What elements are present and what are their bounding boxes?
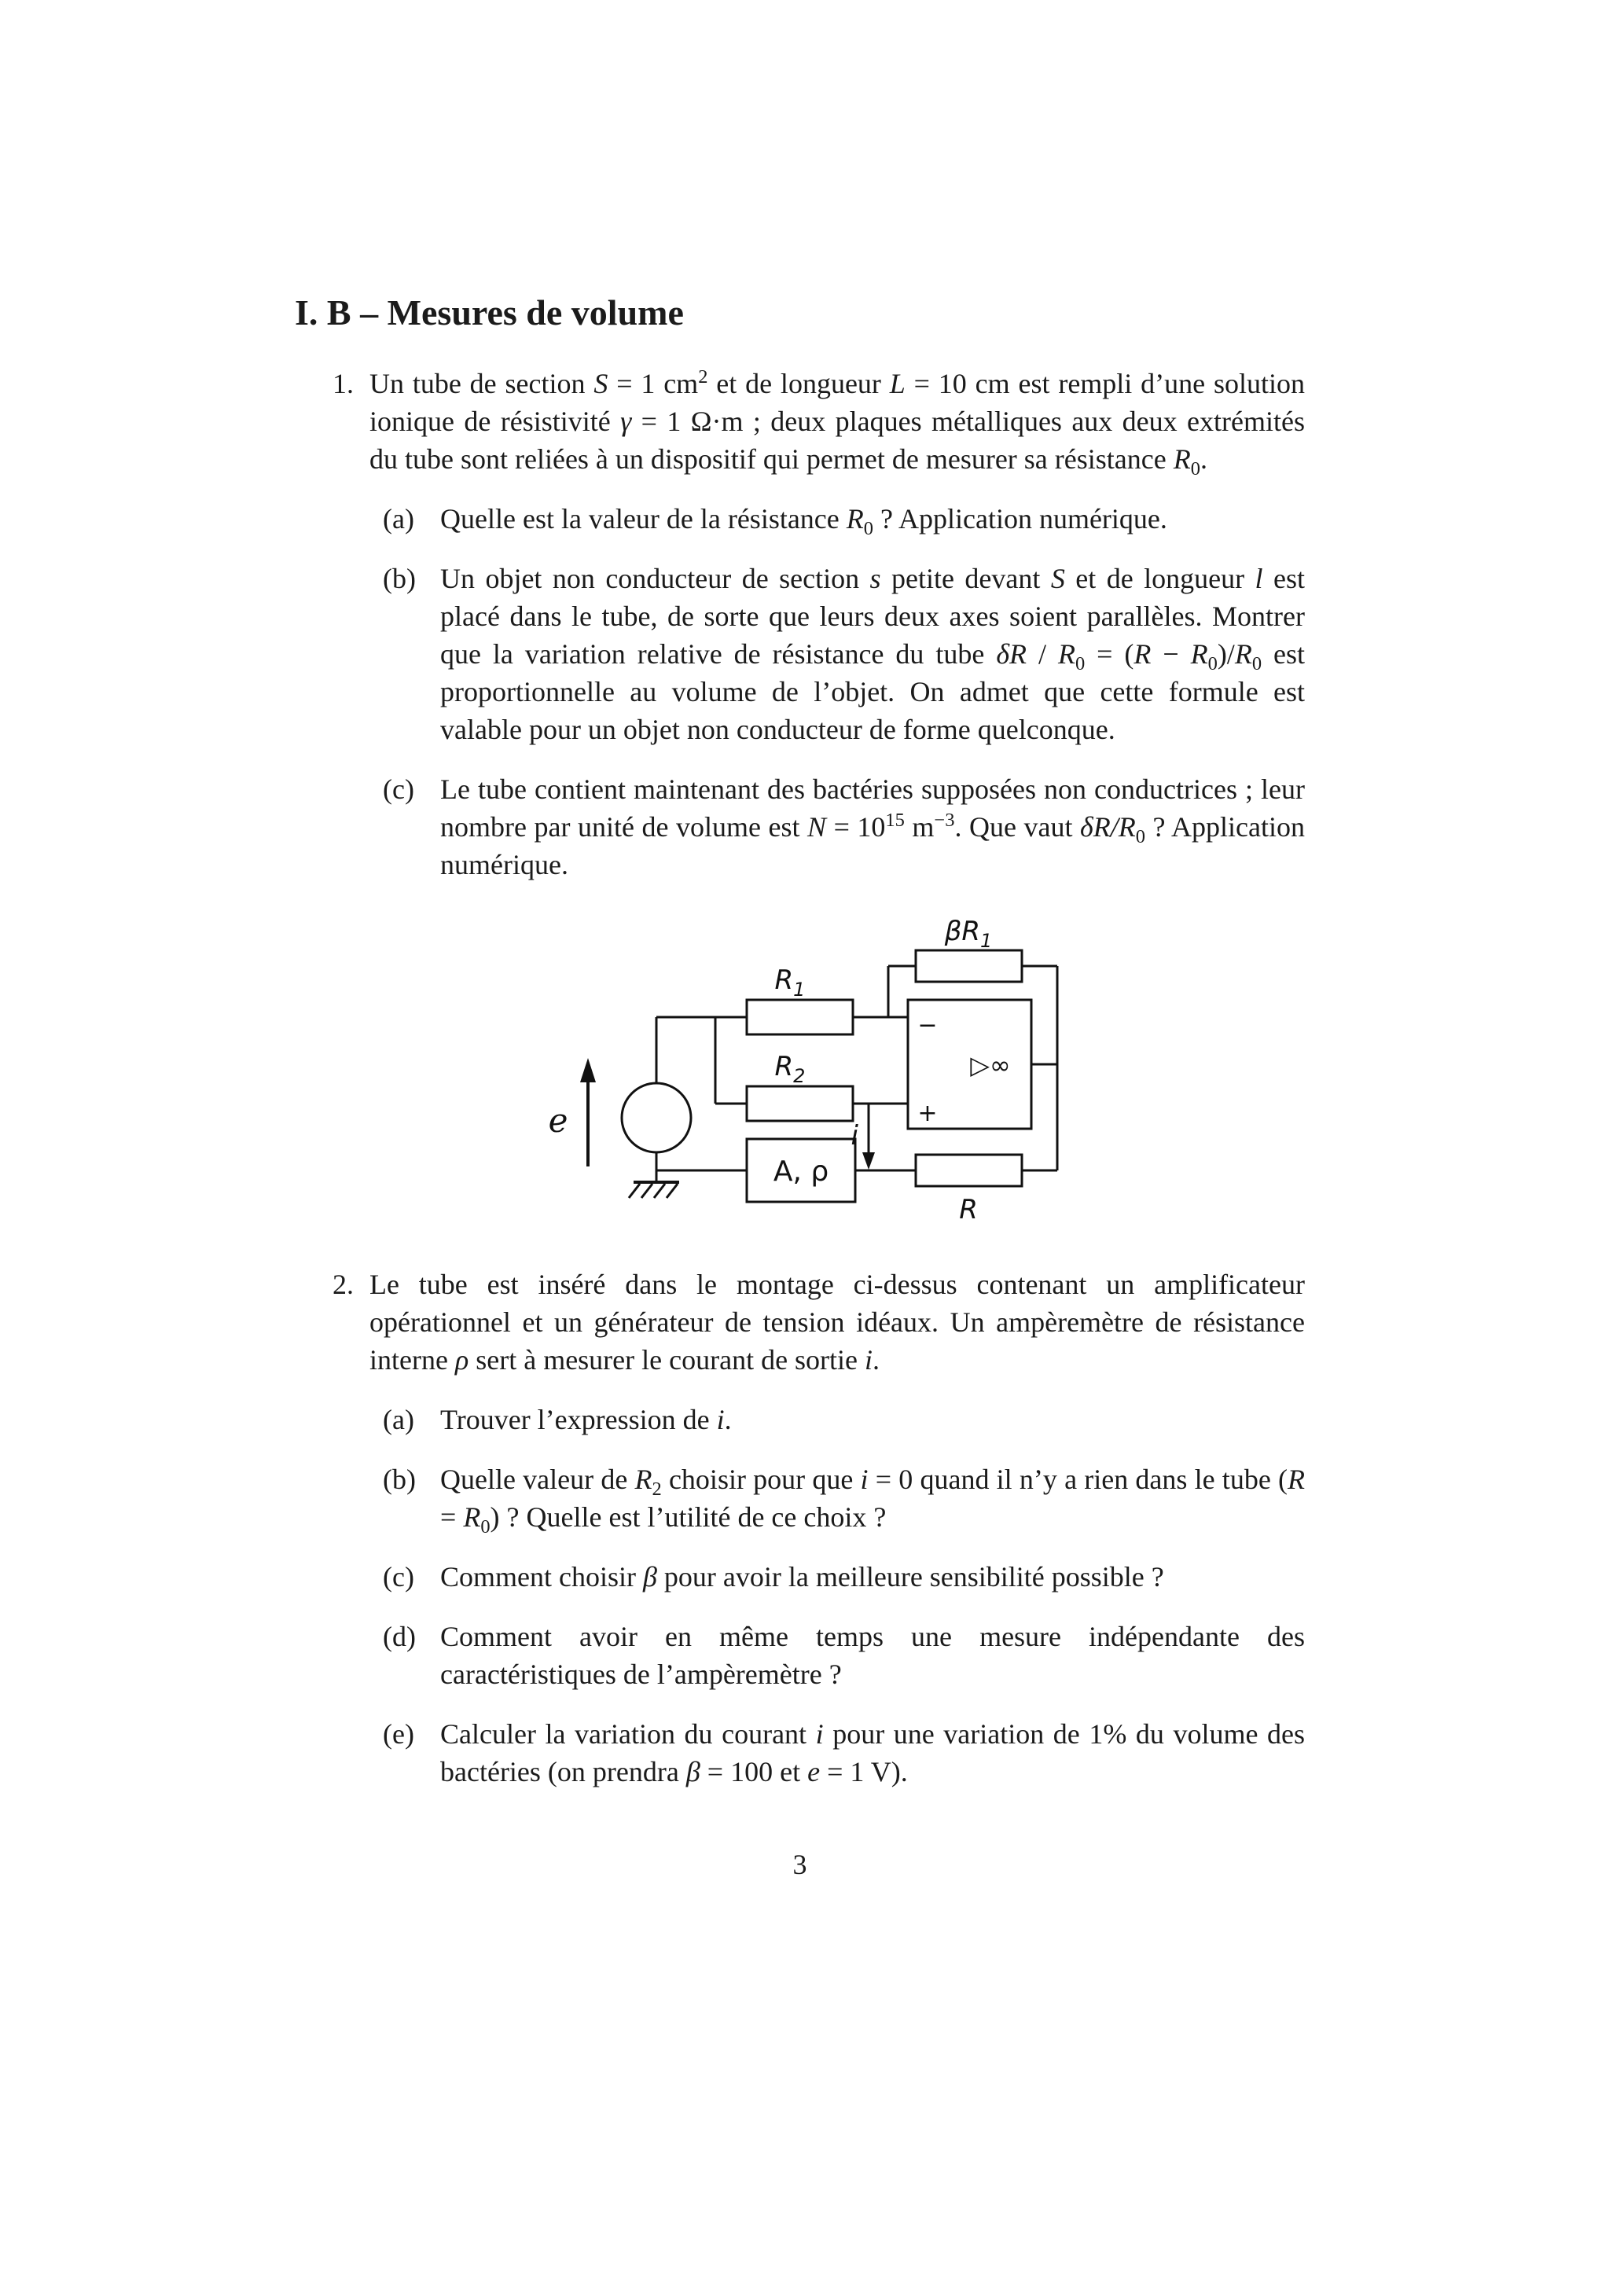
op-amp-minus-label: − — [917, 1012, 938, 1039]
part-marker: (c) — [383, 773, 414, 805]
part-text: Quelle valeur de $R_2$ choisir pour que i = 0 quand il n’y a rien dans le tube $(R = R_0)$ ? Quelle est l’utilité de ce choix ? — [440, 1464, 1305, 1538]
problem-2-part-d — [383, 1618, 1305, 1693]
problem-2-part-a — [383, 1401, 1305, 1438]
resistor-r1-label: $R_1$ — [774, 964, 806, 1001]
problem-1-body — [369, 365, 1305, 884]
problem-1-intro: Un tube de section S = 1 $cm^2$ et de longueur L = 10 cm est rempli d’une solution ionique de résistivité γ = 1 Ω·m ; deux plaques métalliques aux deux extrémités du tube sont reliées à un dispositif qui permet de mesurer sa résistance $R_0$. — [369, 366, 1305, 480]
resistor-r2-label: $R_2$ — [774, 1051, 806, 1087]
feedback-resistor-label: $\beta R_1$ — [944, 916, 993, 952]
voltage-source — [549, 1058, 691, 1166]
page-number: 3 — [792, 1849, 807, 1880]
feedback-resistor — [916, 916, 1022, 982]
problem-2-marker: 2. — [333, 1269, 354, 1300]
resistor-r-label: R — [959, 1194, 978, 1225]
circuit-diagram — [535, 907, 1132, 1245]
resistor-r1 — [747, 964, 853, 1034]
section-title: I. B – Mesures de volume — [295, 292, 684, 332]
circuit-figure — [535, 907, 1132, 1245]
ammeter — [747, 1139, 855, 1202]
ammeter-label: A, ρ — [773, 1155, 829, 1188]
part-marker: (a) — [383, 503, 414, 535]
part-text: Le tube contient maintenant des bactéries supposées non conductrices ; leur nombre par unité de volume est $N = 10^{15}$ $m^{-3}$. Que vaut $\delta R/R_0$ ? Application numérique. — [440, 773, 1305, 880]
part-marker: (a) — [383, 1404, 414, 1435]
problem-2-part-e — [383, 1715, 1305, 1791]
problem-2 — [333, 1266, 1305, 1791]
problem-2-intro: Le tube est inséré dans le montage ci-dessus contenant un amplificateur opérationnel et un générateur de tension idéaux. Un ampèremètre de résistance interne ρ sert à mesurer le courant de sortie i. — [369, 1269, 1305, 1376]
op-amp — [908, 1000, 1031, 1129]
problem-1-part-b — [383, 560, 1305, 748]
problem-1-part-a — [383, 500, 1305, 538]
op-amp-gain-label: ▷∞ — [970, 1050, 1011, 1080]
problem-1-part-c — [383, 770, 1305, 884]
problem-2-parts — [383, 1401, 1305, 1791]
part-text: Comment avoir en même temps une mesure indépendante des caractéristiques de l’ampèremètre ? — [440, 1621, 1305, 1690]
resistor-r2 — [747, 1051, 853, 1121]
problem-1 — [333, 365, 1305, 884]
problem-2-part-b — [383, 1460, 1305, 1536]
problem-1-parts — [383, 500, 1305, 884]
part-marker: (e) — [383, 1718, 414, 1750]
problem-2-body — [369, 1266, 1305, 1791]
part-text: Quelle est la valeur de la résistance $R_0$ ? Application numérique. — [440, 503, 1167, 540]
op-amp-plus-label: + — [917, 1100, 938, 1127]
current-label: i — [851, 1120, 858, 1152]
problem-1-marker: 1. — [333, 368, 354, 399]
problem-2-part-c — [383, 1558, 1305, 1596]
part-marker: (c) — [383, 1561, 414, 1593]
emf-label: e — [548, 1101, 568, 1140]
part-marker: (d) — [383, 1621, 416, 1652]
part-text: Un objet non conducteur de section s petite devant S et de longueur l est placé dans le tube, de sorte que leurs deux axes soient parallèles. Montrer que la variation relative de résistance du tube $\delta R / R_0 = (R - R_0)/R_0$ est proportionnelle au volume de l’objet. On admet que cette formule est valable pour un objet non conducteur de forme quelconque. — [440, 563, 1305, 745]
part-text: Trouver l’expression de i. — [440, 1404, 732, 1435]
resistor-r — [916, 1155, 1022, 1225]
part-marker: (b) — [383, 563, 416, 594]
part-text: Calculer la variation du courant i pour une variation de 1% du volume des bactéries (on prendra β = 100 et e = 1 V). — [440, 1718, 1305, 1787]
part-text: Comment choisir β pour avoir la meilleure sensibilité possible ? — [440, 1561, 1164, 1593]
part-marker: (b) — [383, 1464, 416, 1495]
ground-icon — [629, 1182, 679, 1198]
